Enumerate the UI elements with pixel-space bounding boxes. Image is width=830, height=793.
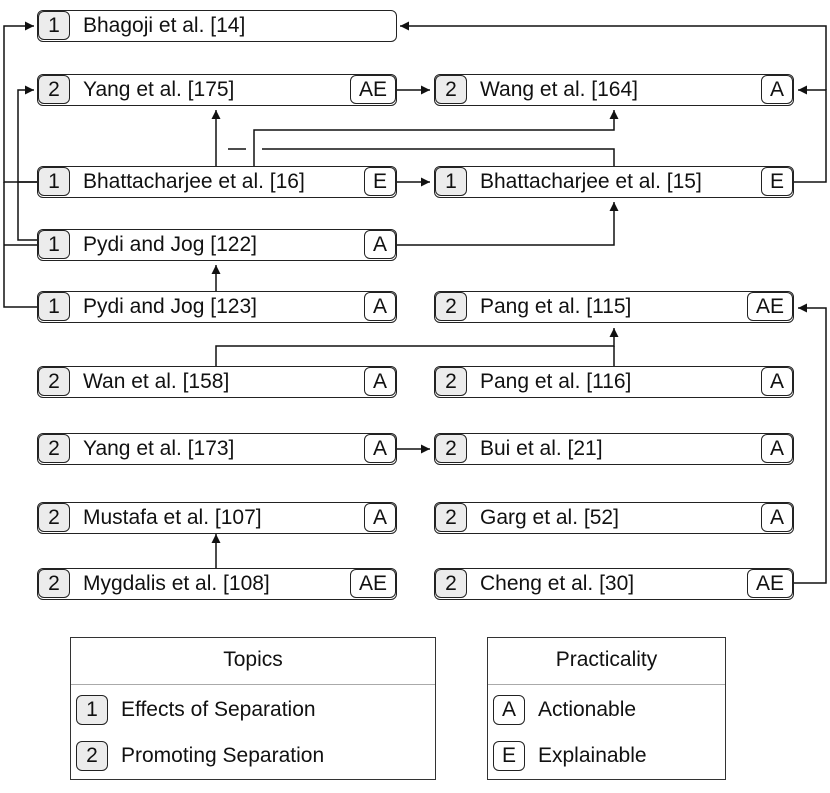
topic-badge: 1 (38, 230, 70, 259)
edge-wan158-to-pang115 (216, 328, 614, 366)
practicality-badge: A (364, 503, 396, 532)
edge-cheng30-to-pang115 (794, 308, 826, 583)
node-label: Yang et al. [173] (83, 437, 235, 460)
node-label: Bhattacharjee et al. [16] (83, 170, 305, 193)
edge-bhattacharjee16-to-wang164 (254, 110, 614, 166)
edge-bhattacharjee15-to-wang164 (794, 90, 826, 182)
practicality-badge: A (761, 503, 793, 532)
edge-bhattacharjee16-to-bhagoji14 (4, 26, 37, 182)
node-label: Bui et al. [21] (480, 437, 603, 460)
practicality-badge: AE (747, 292, 793, 321)
practicality-badge: AE (350, 75, 396, 104)
node-label: Cheng et al. [30] (480, 572, 635, 595)
practicality-badge: A (364, 230, 396, 259)
node-yang173[interactable] (37, 433, 397, 465)
node-label: Pydi and Jog [122] (83, 233, 257, 256)
node-bhattacharjee15[interactable] (434, 166, 794, 198)
legend-divider (488, 684, 725, 685)
practicality-badge: A (761, 75, 793, 104)
practicality-badge: E (761, 167, 793, 196)
node-label: Pang et al. [116] (480, 370, 632, 393)
topic-badge: 2 (435, 292, 467, 321)
topic-badge: 2 (38, 569, 70, 598)
topic-badge: 2 (38, 75, 70, 104)
topic-badge: 1 (38, 167, 70, 196)
practicality-badge: AE (350, 569, 396, 598)
node-yang175[interactable] (37, 74, 397, 106)
edge-pydi122-to-bhattacharjee15 (397, 202, 614, 245)
practicality-badge: A (761, 434, 793, 463)
node-bui21[interactable] (434, 433, 794, 465)
legend-practicality-title: Practicality (555, 648, 658, 671)
topic-badge: 2 (38, 367, 70, 396)
practicality-badge: E (364, 167, 396, 196)
node-pang116[interactable] (434, 366, 794, 398)
legend-label: Actionable (538, 698, 637, 721)
node-label: Pydi and Jog [123] (83, 295, 257, 318)
practicality-badge: A (364, 367, 396, 396)
node-pydi123[interactable] (37, 291, 397, 323)
node-label: Mustafa et al. [107] (83, 506, 262, 529)
topic-badge: 1 (38, 11, 70, 40)
practicality-badge: A (364, 292, 396, 321)
topic-badge: 1 (38, 292, 70, 321)
node-cheng30[interactable] (434, 568, 794, 600)
practicality-badge: AE (747, 569, 793, 598)
topic-badge: 2 (435, 503, 467, 532)
topic-badge: 2 (38, 434, 70, 463)
node-mustafa107[interactable] (37, 502, 397, 534)
node-bhagoji14[interactable] (37, 10, 397, 42)
legend-topics-title: Topics (223, 648, 283, 671)
node-label: Pang et al. [115] (480, 295, 632, 318)
topic-badge: 2 (435, 367, 467, 396)
edge-bhattacharjee16-to-yang175 (18, 90, 37, 182)
legend-label: Promoting Separation (121, 744, 325, 767)
node-pang115[interactable] (434, 291, 794, 323)
legend-divider (71, 684, 435, 685)
node-wan158[interactable] (37, 366, 397, 398)
topic-badge: 1 (435, 167, 467, 196)
practicality-badge: E (493, 741, 525, 771)
node-label: Wan et al. [158] (83, 370, 230, 393)
node-pydi122[interactable] (37, 229, 397, 261)
node-label: Garg et al. [52] (480, 506, 619, 529)
node-label: Wang et al. [164] (480, 78, 638, 101)
node-bhattacharjee16[interactable] (37, 166, 397, 198)
node-label: Bhagoji et al. [14] (83, 14, 246, 37)
legend-practicality (487, 637, 726, 780)
practicality-badge: A (364, 434, 396, 463)
topic-badge: 2 (435, 75, 467, 104)
edge-bhattacharjee15-to-yang175 (262, 149, 614, 166)
node-label: Yang et al. [175] (83, 78, 235, 101)
node-mygdalis108[interactable] (37, 568, 397, 600)
practicality-badge: A (761, 367, 793, 396)
node-garg52[interactable] (434, 502, 794, 534)
legend-label: Explainable (538, 744, 647, 767)
topic-badge: 2 (435, 569, 467, 598)
node-label: Mygdalis et al. [108] (83, 572, 270, 595)
legend-topics (70, 637, 436, 780)
node-label: Bhattacharjee et al. [15] (480, 170, 702, 193)
practicality-badge: A (493, 695, 525, 725)
topic-badge: 2 (76, 741, 108, 771)
topic-badge: 2 (435, 434, 467, 463)
legend-label: Effects of Separation (121, 698, 316, 721)
topic-badge: 2 (38, 503, 70, 532)
topic-badge: 1 (76, 695, 108, 725)
node-wang164[interactable] (434, 74, 794, 106)
edge-pydi122-to-yang175 (18, 182, 37, 240)
